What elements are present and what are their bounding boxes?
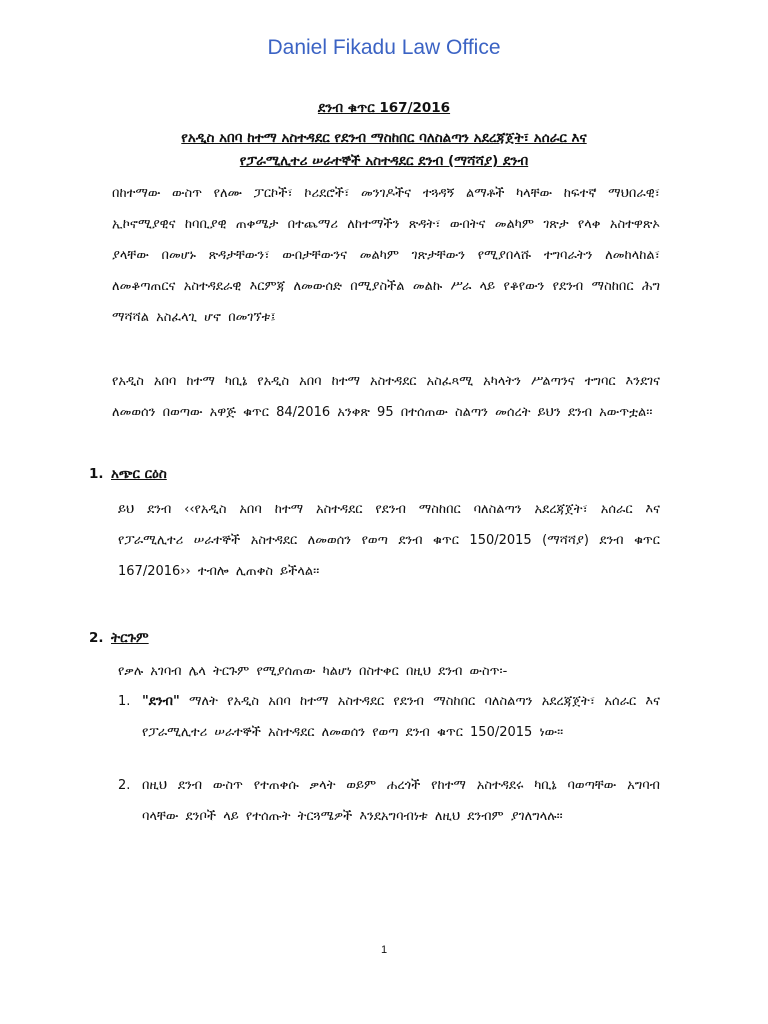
document-title-line-2: የፓራሚሊተሪ ሠራተኞች አስተዳደር ደንብ (ማሻሻያ) ደንብ bbox=[239, 153, 529, 169]
section-1-title: አጭር ርዕስ bbox=[111, 466, 167, 482]
office-header: Daniel Fikadu Law Office bbox=[267, 36, 501, 59]
definition-item-1-description: ማለት የአዲስ አበባ ከተማ አስተዳደር የደንብ ማስከበር ባለስልጣን አደረጃጀት፣ አሰራር እና የፓራሚሊተሪ ሠራተኞች አስተዳደር ለመወሰን የወጣ ደንብ ቁጥር 150/2015 ነው፡፡ bbox=[142, 694, 660, 740]
page-number: 1 bbox=[380, 944, 388, 956]
document-number-title: ደንብ ቁጥር 167/2016 bbox=[317, 100, 451, 116]
preamble-paragraph-2: የአዲስ አበባ ከተማ ካቢኔ የአዲስ አበባ ከተማ አስተዳደር አስፈጻሚ አካላትን ሥልጣንና ተግባር እንደገና ለመወሰን በወጣው አዋጅ ቁጥር 84/2016 አንቀጽ 95 በተሰጠው ስልጣን መሰረት ይህን ደንብ አውጥቷል፡፡ bbox=[112, 374, 660, 420]
preamble-paragraph-1: በከተማው ውስጥ የለሙ ፓርኮች፣ ኮሪደሮች፣ መንገዶችና ተጓዳኝ ልማቶች ካላቸው ከፍተኛ ማህበራዊ፣ ኢኮኖሚያዊና ከባቢያዊ ጠቀሜታ በተጨማሪ ለከተማችን ጽዳት፣ ውበትና መልካም ገጽታ የላቀ አስተዋጽኦ ያላቸው በመሆኑ ጽዳታቸውን፣ ውበታቸውንና መልካም ገጽታቸውን የሚያበላሹ ተግባራትን ለመከላከል፣ ለመቆጣጠርና አስተዳደራዊ እርምጃ ለመውሰድ በሚያስችል መልኩ ሥራ ላይ የቆየውን የደንብ ማስከበር ሕግ ማሻሻል አስፈላጊ ሆኖ በመገኘቱ፤ bbox=[112, 186, 660, 325]
section-1-body: ይህ ደንብ ‹‹የአዲስ አበባ ከተማ አስተዳደር የደንብ ማስከበር ባለስልጣን አደረጃጀት፣ አሰራር እና የፓራሚሊተሪ ሠራተኞች አስተዳደር ለመወሰን የወጣ ደንብ ቁጥር 150/2015 (ማሻሻያ) ደንብ ቁጥር 167/2016›› ተብሎ ሊጠቀስ ይችላል፡፡ bbox=[118, 502, 660, 579]
document-title-line-1: የአዲስ አበባ ከተማ አስተዳደር የደንብ ማስከበር ባለስልጣን አደረጃጀት፣ አሰራር እና bbox=[181, 130, 587, 146]
section-2-intro: የቃሉ አገባብ ሌላ ትርጉም የሚያሰጠው ካልሆነ በስተቀር በዚህ ደንብ ውስጥ፡- bbox=[118, 664, 508, 679]
section-1-heading bbox=[89, 466, 167, 482]
definition-item-2 bbox=[118, 770, 660, 832]
definition-item-2-number: 2. bbox=[118, 778, 131, 793]
section-1-number: 1. bbox=[89, 466, 104, 482]
defined-term: "ደንብ" bbox=[142, 694, 180, 709]
definition-item-1-number: 1. bbox=[118, 694, 131, 709]
definition-item-1-text bbox=[142, 686, 660, 748]
definition-item-2-text: በዚህ ደንብ ውስጥ የተጠቀሱ ቃላት ወይም ሐረጎች የከተማ አስተዳደሩ ካቢኔ ባወጣቸው አግባብ ባላቸው ደንቦች ላይ የተሰጡት ትርጓሜዎች እንደአግባብነቱ ለዚህ ደንብም ያገለግላሉ፡፡ bbox=[142, 778, 660, 824]
section-2-title: ትርጉም bbox=[111, 630, 149, 646]
section-2-heading bbox=[89, 630, 149, 646]
section-2-number: 2. bbox=[89, 630, 104, 646]
definition-item-1 bbox=[118, 686, 660, 748]
